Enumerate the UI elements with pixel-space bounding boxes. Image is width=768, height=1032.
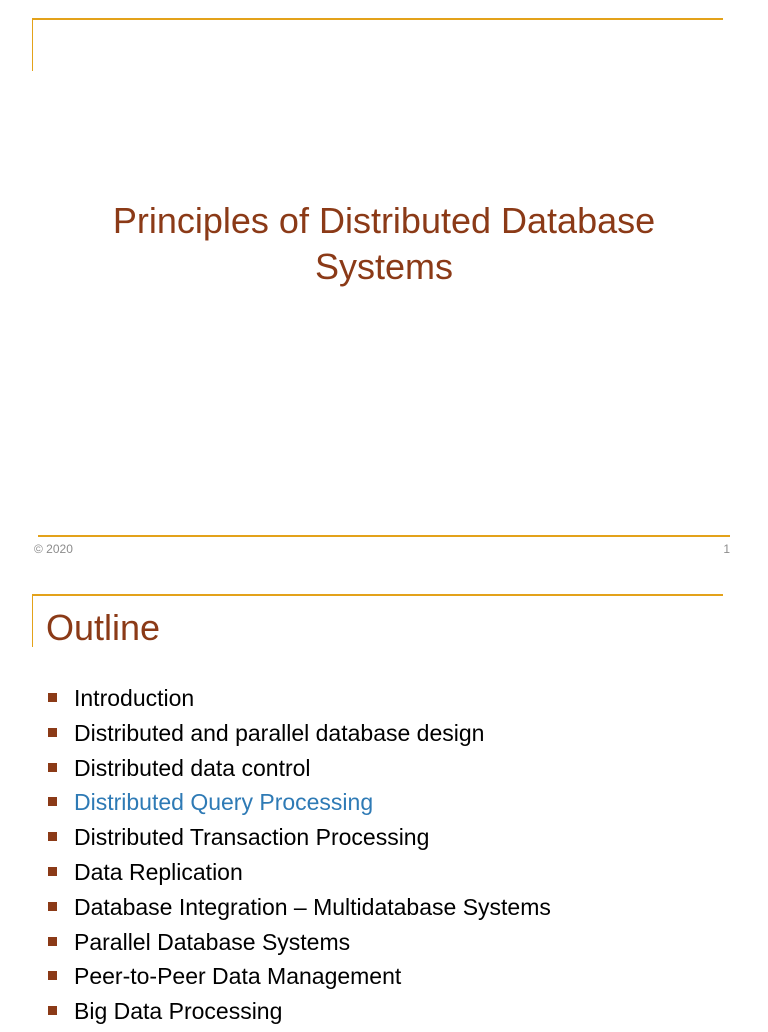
- square-bullet-icon: [48, 763, 57, 772]
- left-rule: [32, 595, 33, 647]
- list-item: [46, 997, 551, 1032]
- top-rule: [32, 594, 723, 596]
- list-item: [46, 684, 551, 719]
- outline-title: Outline: [46, 607, 161, 648]
- list-item-label: Data Replication: [74, 858, 243, 885]
- square-bullet-icon: [48, 693, 57, 702]
- list-item: [46, 823, 551, 858]
- list-item-label: Database Integration – Multidatabase Systems: [74, 893, 551, 920]
- list-item: [46, 928, 551, 963]
- list-item: [46, 719, 551, 754]
- outline-list: [46, 684, 551, 1032]
- list-item-label: Distributed Query Processing: [74, 789, 374, 816]
- page-number: 1: [723, 542, 730, 556]
- square-bullet-icon: [48, 797, 57, 806]
- square-bullet-icon: [48, 832, 57, 841]
- footer-rule: [38, 535, 730, 537]
- footer-copyright: © 2020: [34, 542, 73, 556]
- square-bullet-icon: [48, 1006, 57, 1015]
- list-item: [46, 858, 551, 893]
- list-item-label: Distributed data control: [74, 754, 311, 781]
- list-item: [46, 754, 551, 789]
- slide-title-line-2: Systems: [314, 246, 454, 287]
- slide-title-line-1: Principles of Distributed Database: [112, 200, 656, 241]
- outline-slide: [0, 575, 768, 1024]
- top-rule: [32, 18, 723, 20]
- list-item-label: Introduction: [74, 685, 195, 711]
- list-item-label: Big Data Processing: [74, 998, 283, 1025]
- list-item-label: Distributed and parallel database design: [74, 719, 485, 746]
- slide-title: [40, 198, 728, 290]
- square-bullet-icon: [48, 971, 57, 980]
- list-item: [46, 962, 551, 997]
- left-rule: [32, 19, 33, 71]
- square-bullet-icon: [48, 937, 57, 946]
- list-item-label: Distributed Transaction Processing: [74, 824, 430, 851]
- square-bullet-icon: [48, 728, 57, 737]
- list-item: [46, 893, 551, 928]
- square-bullet-icon: [48, 902, 57, 911]
- square-bullet-icon: [48, 867, 57, 876]
- list-item-label: Peer-to-Peer Data Management: [74, 963, 402, 990]
- list-item: [46, 788, 551, 823]
- list-item-label: Parallel Database Systems: [74, 928, 351, 955]
